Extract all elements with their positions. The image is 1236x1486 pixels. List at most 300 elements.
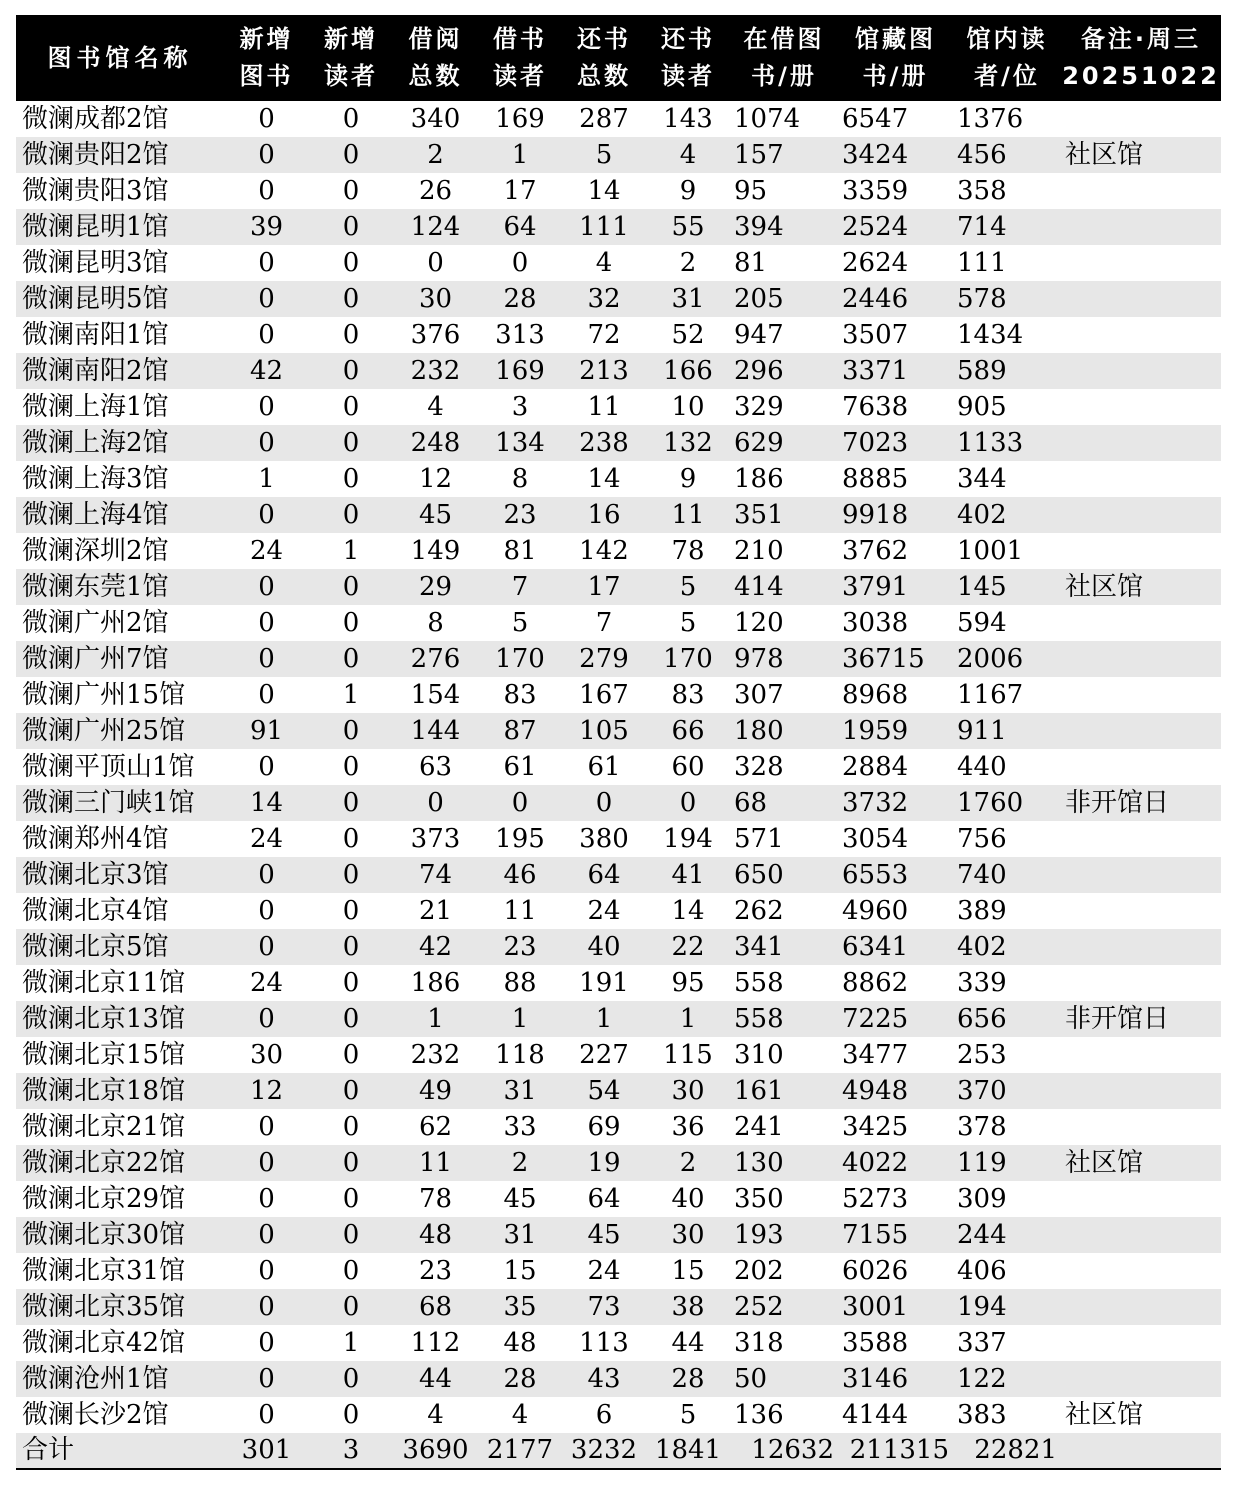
value-cell: 213 — [562, 353, 646, 389]
value-cell: 4144 — [842, 1400, 909, 1430]
value-cell: 0 — [224, 1361, 309, 1397]
value-cell: 1 — [342, 536, 360, 566]
library-name-cell: 微澜北京13馆 — [16, 1001, 224, 1037]
value-cell: 161 — [730, 1073, 838, 1109]
value-cell: 124 — [393, 209, 478, 245]
value-cell: 318 — [734, 1328, 784, 1358]
value-cell: 1 — [562, 1001, 646, 1037]
total-value: 3232 — [562, 1433, 646, 1468]
library-name-cell: 微澜深圳2馆 — [22, 536, 169, 566]
value-cell: 0 — [393, 785, 478, 821]
value-cell: 4 — [427, 392, 444, 422]
value-cell: 1959 — [838, 713, 953, 749]
value-cell: 83 — [503, 680, 537, 710]
table-row — [16, 1145, 1221, 1181]
value-cell: 38 — [646, 1289, 730, 1325]
bottom-rule — [16, 1468, 1221, 1470]
value-cell: 7155 — [838, 1217, 953, 1253]
value-cell: 5 — [511, 608, 529, 638]
value-cell: 39 — [224, 209, 309, 245]
value-cell: 19 — [562, 1145, 646, 1181]
value-cell: 0 — [342, 176, 360, 206]
value-cell: 5 — [679, 1400, 697, 1430]
library-name-cell: 微澜昆明5馆 — [16, 281, 224, 317]
value-cell: 4 — [646, 137, 730, 173]
value-cell: 313 — [495, 320, 545, 350]
value-cell: 558 — [734, 968, 784, 998]
value-cell: 9 — [679, 464, 697, 494]
table-body — [16, 101, 1221, 1468]
table-row — [16, 1217, 1221, 1253]
value-cell: 380 — [579, 824, 629, 854]
value-cell: 170 — [478, 641, 562, 677]
note-cell — [1061, 281, 1221, 317]
value-cell: 6341 — [838, 929, 953, 965]
value-cell: 40 — [671, 1184, 705, 1214]
value-cell: 241 — [734, 1112, 784, 1142]
table-row — [16, 605, 1221, 641]
value-cell: 26 — [418, 176, 453, 206]
note-cell — [1061, 425, 1221, 461]
value-cell: 111 — [562, 209, 646, 245]
value-cell: 15 — [671, 1256, 705, 1286]
value-cell: 3732 — [838, 785, 953, 821]
value-cell: 0 — [342, 1112, 360, 1142]
library-name-cell: 微澜北京35馆 — [16, 1289, 224, 1325]
library-name-cell: 微澜上海1馆 — [22, 392, 169, 422]
value-cell: 66 — [646, 713, 730, 749]
value-cell: 35 — [478, 1289, 562, 1325]
value-cell: 740 — [953, 857, 1061, 893]
value-cell: 83 — [671, 680, 705, 710]
library-name-cell: 微澜北京30馆 — [16, 1217, 224, 1253]
value-cell: 0 — [309, 1289, 393, 1325]
value-cell: 402 — [953, 497, 1061, 533]
value-cell: 1 — [393, 1001, 478, 1037]
value-cell: 341 — [730, 929, 838, 965]
note-cell — [1061, 173, 1221, 209]
note-cell — [1061, 461, 1221, 497]
value-cell: 0 — [224, 569, 309, 605]
note-cell — [1061, 857, 1221, 893]
value-cell: 0 — [258, 752, 275, 782]
note-cell — [1061, 1289, 1221, 1325]
value-cell: 7 — [478, 569, 562, 605]
value-cell: 3507 — [842, 320, 909, 350]
value-cell: 0 — [224, 497, 309, 533]
value-cell: 262 — [734, 896, 784, 926]
value-cell: 12 — [224, 1073, 309, 1109]
value-cell: 191 — [579, 968, 629, 998]
total-value: 22821 — [953, 1433, 1061, 1468]
value-cell: 3477 — [842, 1040, 909, 1070]
value-cell: 2 — [393, 137, 478, 173]
library-stats-table — [16, 15, 1221, 1468]
value-cell: 115 — [663, 1040, 713, 1070]
value-cell: 0 — [309, 569, 393, 605]
value-cell: 3146 — [838, 1361, 953, 1397]
total-value: 301 — [224, 1433, 309, 1468]
value-cell: 0 — [309, 281, 393, 317]
value-cell: 8862 — [842, 968, 909, 998]
value-cell: 40 — [562, 929, 646, 965]
library-name-cell: 微澜昆明1馆 — [16, 209, 224, 245]
library-name-cell: 微澜沧州1馆 — [16, 1361, 224, 1397]
value-cell: 52 — [671, 320, 705, 350]
value-cell: 16 — [562, 497, 646, 533]
library-name-cell: 微澜上海3馆 — [22, 464, 169, 494]
value-cell: 113 — [579, 1328, 629, 1358]
header-row — [16, 15, 1221, 101]
table-row — [16, 893, 1221, 929]
note-cell — [1061, 245, 1221, 281]
value-cell: 0 — [224, 425, 309, 461]
note-cell: 非开馆日 — [1061, 785, 1221, 821]
note-cell — [1061, 893, 1221, 929]
library-name-cell: 微澜东莞1馆 — [16, 569, 224, 605]
note-cell — [1061, 713, 1221, 749]
table-row — [16, 281, 1221, 317]
column-header-line: 总数 — [577, 62, 631, 90]
value-cell: 2 — [646, 1145, 730, 1181]
library-name-cell: 微澜昆明3馆 — [22, 248, 169, 278]
note-cell — [1061, 101, 1221, 137]
value-cell: 0 — [309, 497, 393, 533]
library-name-cell: 微澜北京15馆 — [22, 1040, 186, 1070]
value-cell: 456 — [953, 137, 1061, 173]
value-cell: 48 — [503, 1328, 537, 1358]
value-cell: 119 — [953, 1145, 1061, 1181]
table-row — [16, 1253, 1221, 1289]
total-row — [16, 1433, 1221, 1468]
column-header — [393, 15, 478, 101]
value-cell: 22 — [646, 929, 730, 965]
note-cell — [1061, 497, 1221, 533]
value-cell: 4960 — [842, 896, 909, 926]
value-cell: 3054 — [842, 824, 909, 854]
value-cell: 0 — [342, 464, 360, 494]
value-cell: 50 — [730, 1361, 838, 1397]
value-cell: 656 — [953, 1001, 1061, 1037]
value-cell: 3424 — [838, 137, 953, 173]
value-cell: 0 — [309, 1361, 393, 1397]
table-row — [16, 857, 1221, 893]
value-cell: 23 — [478, 497, 562, 533]
value-cell: 24 — [587, 896, 621, 926]
total-value: 3690 — [393, 1433, 478, 1468]
value-cell: 0 — [224, 1145, 309, 1181]
value-cell: 7225 — [838, 1001, 953, 1037]
value-cell: 307 — [734, 680, 784, 710]
value-cell: 6547 — [842, 104, 909, 134]
table-row — [16, 1289, 1221, 1325]
value-cell: 1 — [258, 464, 275, 494]
value-cell: 0 — [309, 353, 393, 389]
value-cell: 650 — [730, 857, 838, 893]
value-cell: 0 — [646, 785, 730, 821]
value-cell: 0 — [258, 248, 275, 278]
total-label: 合计 — [16, 1433, 224, 1468]
value-cell: 0 — [224, 1289, 309, 1325]
value-cell: 2624 — [842, 248, 909, 278]
value-cell: 0 — [342, 248, 360, 278]
value-cell: 378 — [957, 1112, 1007, 1142]
column-header — [224, 15, 309, 101]
table-row — [16, 1397, 1221, 1433]
value-cell: 0 — [478, 785, 562, 821]
value-cell: 6026 — [842, 1256, 909, 1286]
value-cell: 0 — [342, 968, 360, 998]
value-cell: 0 — [309, 1217, 393, 1253]
value-cell: 978 — [730, 641, 838, 677]
value-cell: 28 — [478, 281, 562, 317]
value-cell: 61 — [503, 752, 537, 782]
value-cell: 0 — [309, 1073, 393, 1109]
value-cell: 376 — [410, 320, 461, 350]
value-cell: 24 — [249, 536, 284, 566]
table-row — [16, 677, 1221, 713]
note-cell: 社区馆 — [1061, 569, 1221, 605]
value-cell: 0 — [224, 1217, 309, 1253]
value-cell: 45 — [503, 1184, 537, 1214]
value-cell: 0 — [309, 713, 393, 749]
note-cell — [1061, 533, 1221, 569]
value-cell: 44 — [393, 1361, 478, 1397]
value-cell: 12 — [418, 464, 453, 494]
value-cell: 340 — [410, 104, 461, 134]
library-name-cell: 微澜成都2馆 — [22, 104, 169, 134]
value-cell: 154 — [410, 680, 461, 710]
value-cell: 32 — [562, 281, 646, 317]
value-cell: 8968 — [842, 680, 909, 710]
column-header — [562, 15, 646, 101]
value-cell: 238 — [562, 425, 646, 461]
library-name-cell: 微澜北京3馆 — [16, 857, 224, 893]
value-cell: 279 — [562, 641, 646, 677]
value-cell: 339 — [957, 968, 1007, 998]
value-cell: 0 — [258, 608, 275, 638]
value-cell: 0 — [342, 104, 360, 134]
note-cell — [1061, 1073, 1221, 1109]
value-cell: 24 — [249, 968, 284, 998]
value-cell: 36715 — [838, 641, 953, 677]
value-cell: 7023 — [838, 425, 953, 461]
value-cell: 14 — [587, 464, 621, 494]
note-cell — [1061, 821, 1221, 857]
note-cell — [1061, 1109, 1221, 1145]
value-cell: 210 — [734, 536, 784, 566]
note-cell — [1061, 677, 1221, 713]
value-cell: 227 — [579, 1040, 629, 1070]
value-cell: 169 — [478, 353, 562, 389]
value-cell: 373 — [410, 824, 461, 854]
value-cell: 48 — [393, 1217, 478, 1253]
note-cell — [1061, 209, 1221, 245]
value-cell: 3371 — [838, 353, 953, 389]
value-cell: 14 — [671, 896, 705, 926]
column-header-line: 书/册 — [862, 62, 929, 90]
note-cell — [1061, 353, 1221, 389]
value-cell: 389 — [957, 896, 1007, 926]
library-name-cell: 微澜北京29馆 — [22, 1184, 186, 1214]
value-cell: 149 — [410, 536, 461, 566]
value-cell: 64 — [587, 1184, 621, 1214]
value-cell: 0 — [427, 248, 444, 278]
value-cell: 351 — [730, 497, 838, 533]
total-value — [1061, 1433, 1221, 1468]
value-cell: 370 — [953, 1073, 1061, 1109]
column-header-line: 读者 — [661, 62, 715, 90]
value-cell: 120 — [734, 608, 784, 638]
value-cell: 947 — [734, 320, 784, 350]
note-cell — [1061, 1253, 1221, 1289]
table-row — [16, 317, 1221, 353]
value-cell: 11 — [587, 392, 621, 422]
value-cell: 78 — [418, 1184, 453, 1214]
note-cell — [1061, 317, 1221, 353]
value-cell: 42 — [393, 929, 478, 965]
column-header — [646, 15, 730, 101]
column-header-line: 者/位 — [974, 62, 1040, 90]
column-header-line: 馆藏图 — [855, 25, 936, 53]
value-cell: 112 — [410, 1328, 461, 1358]
value-cell: 0 — [562, 785, 646, 821]
column-header — [838, 15, 953, 101]
value-cell: 1 — [342, 680, 360, 710]
value-cell: 394 — [730, 209, 838, 245]
value-cell: 28 — [646, 1361, 730, 1397]
note-cell: 社区馆 — [1061, 1145, 1221, 1181]
value-cell: 310 — [734, 1040, 784, 1070]
value-cell: 571 — [734, 824, 784, 854]
value-cell: 6 — [595, 1400, 613, 1430]
value-cell: 337 — [957, 1328, 1007, 1358]
value-cell: 5 — [679, 608, 697, 638]
value-cell: 95 — [734, 176, 768, 206]
value-cell: 1434 — [957, 320, 1024, 350]
library-name-cell: 微澜上海4馆 — [16, 497, 224, 533]
value-cell: 45 — [393, 497, 478, 533]
value-cell: 756 — [957, 824, 1007, 854]
value-cell: 49 — [393, 1073, 478, 1109]
table-row — [16, 353, 1221, 389]
value-cell: 14 — [587, 176, 621, 206]
library-name-cell: 微澜北京18馆 — [16, 1073, 224, 1109]
value-cell: 0 — [309, 137, 393, 173]
value-cell: 4022 — [838, 1145, 953, 1181]
value-cell: 0 — [258, 320, 275, 350]
value-cell: 0 — [258, 392, 275, 422]
value-cell: 95 — [671, 968, 705, 998]
value-cell: 248 — [393, 425, 478, 461]
value-cell: 276 — [393, 641, 478, 677]
value-cell: 0 — [342, 896, 360, 926]
value-cell: 24 — [249, 824, 284, 854]
value-cell: 194 — [663, 824, 713, 854]
value-cell: 0 — [258, 104, 275, 134]
value-cell: 0 — [309, 857, 393, 893]
table-row — [16, 1361, 1221, 1397]
column-header-line: 20251022 — [1062, 62, 1220, 90]
total-value: 12632 — [730, 1433, 838, 1468]
value-cell: 30 — [393, 281, 478, 317]
value-cell: 1 — [478, 1001, 562, 1037]
value-cell: 0 — [309, 209, 393, 245]
value-cell: 1760 — [953, 785, 1061, 821]
value-cell: 244 — [953, 1217, 1061, 1253]
value-cell: 2 — [679, 248, 697, 278]
value-cell: 186 — [410, 968, 461, 998]
table-header — [16, 15, 1221, 101]
value-cell: 629 — [730, 425, 838, 461]
value-cell: 0 — [258, 1112, 275, 1142]
value-cell: 30 — [646, 1217, 730, 1253]
value-cell: 578 — [953, 281, 1061, 317]
value-cell: 62 — [418, 1112, 453, 1142]
value-cell: 329 — [734, 392, 784, 422]
value-cell: 166 — [646, 353, 730, 389]
value-cell: 8 — [427, 608, 444, 638]
value-cell: 180 — [730, 713, 838, 749]
note-cell: 社区馆 — [1061, 137, 1221, 173]
value-cell: 0 — [309, 785, 393, 821]
value-cell: 232 — [410, 1040, 461, 1070]
value-cell: 205 — [730, 281, 838, 317]
value-cell: 28 — [478, 1361, 562, 1397]
value-cell: 29 — [393, 569, 478, 605]
column-header — [16, 15, 224, 101]
value-cell: 31 — [646, 281, 730, 317]
value-cell: 3038 — [842, 608, 909, 638]
value-cell: 406 — [957, 1256, 1007, 1286]
value-cell: 194 — [953, 1289, 1061, 1325]
library-name-cell: 微澜北京31馆 — [22, 1256, 186, 1286]
library-name-cell: 微澜平顶山1馆 — [22, 752, 195, 782]
note-cell — [1061, 389, 1221, 425]
library-name-cell: 微澜长沙2馆 — [22, 1400, 169, 1430]
note-cell — [1061, 1361, 1221, 1397]
note-cell — [1061, 605, 1221, 641]
value-cell: 5273 — [842, 1184, 909, 1214]
value-cell: 55 — [646, 209, 730, 245]
value-cell: 31 — [478, 1217, 562, 1253]
value-cell: 328 — [734, 752, 784, 782]
table-row — [16, 533, 1221, 569]
value-cell: 143 — [663, 104, 713, 134]
value-cell: 170 — [646, 641, 730, 677]
library-name-cell: 微澜北京11馆 — [22, 968, 186, 998]
note-cell — [1061, 965, 1221, 1001]
value-cell: 78 — [671, 536, 705, 566]
value-cell: 44 — [671, 1328, 705, 1358]
value-cell: 3001 — [838, 1289, 953, 1325]
value-cell: 3 — [511, 392, 529, 422]
value-cell: 0 — [342, 1400, 360, 1430]
table-row — [16, 821, 1221, 857]
value-cell: 5 — [646, 569, 730, 605]
value-cell: 0 — [224, 929, 309, 965]
note-cell — [1061, 929, 1221, 965]
value-cell: 11 — [646, 497, 730, 533]
column-header-line: 新增 — [324, 25, 378, 53]
library-name-cell: 微澜北京5馆 — [16, 929, 224, 965]
value-cell: 11 — [503, 896, 537, 926]
value-cell: 157 — [730, 137, 838, 173]
library-name-cell: 微澜南阳2馆 — [16, 353, 224, 389]
value-cell: 0 — [342, 320, 360, 350]
value-cell: 0 — [258, 1328, 275, 1358]
value-cell: 74 — [393, 857, 478, 893]
